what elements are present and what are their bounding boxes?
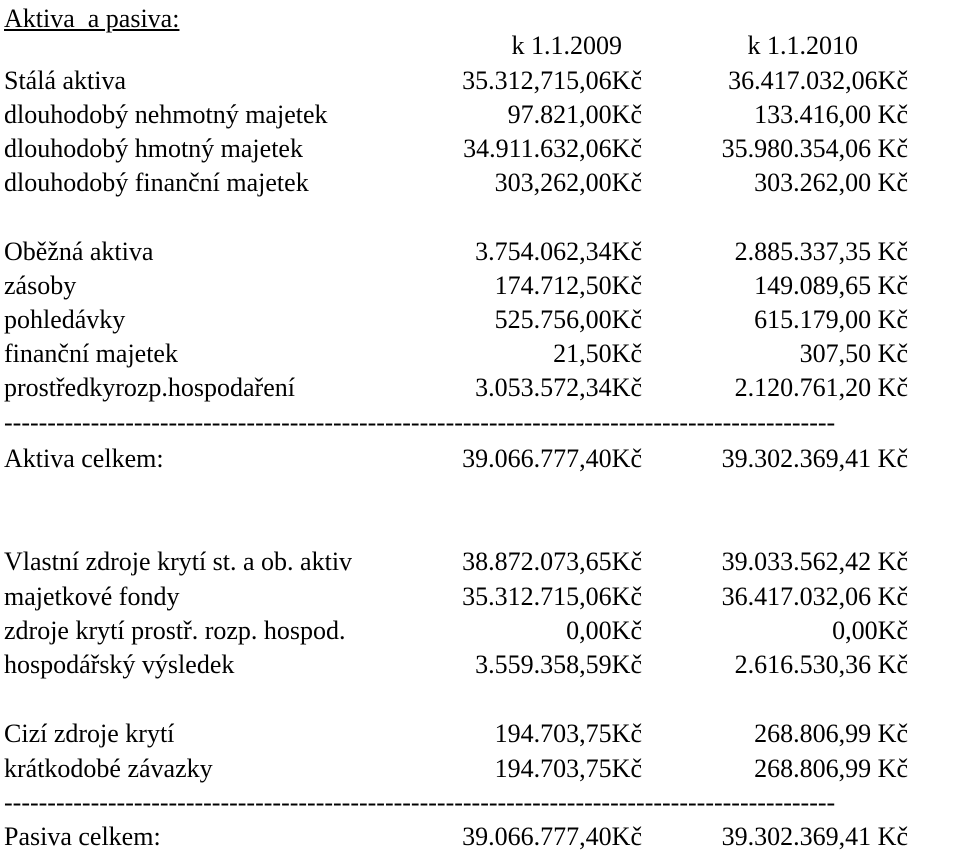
table-row <box>0 580 960 614</box>
row-value-2009: 3.053.572,34Kč <box>475 373 642 402</box>
row-label: krátkodobé závazky <box>4 754 213 783</box>
row-value-2009: 35.312.715,06Kč <box>462 582 642 611</box>
row-value-2010: 2.616.530,36 Kč <box>734 650 908 679</box>
table-row <box>0 614 960 648</box>
row-value-2010: 268.806,99 Kč <box>754 754 908 783</box>
row-value-2010: 0,00Kč <box>832 616 908 645</box>
row-label: zdroje krytí prostř. rozp. hospod. <box>4 616 346 645</box>
column-header-2009: k 1.1.2009 <box>511 31 622 60</box>
row-value-2009: 3.559.358,59Kč <box>475 650 642 679</box>
row-label: dlouhodobý nehmotný majetek <box>4 100 328 129</box>
table-row <box>0 545 960 579</box>
row-value-2010: 36.417.032,06Kč <box>728 66 908 95</box>
table-row <box>0 303 960 337</box>
table-row <box>0 269 960 303</box>
row-label: Oběžná aktiva <box>4 237 154 266</box>
row-value-2009: 3.754.062,34Kč <box>475 237 642 266</box>
row-value-2010: 303.262,00 Kč <box>754 168 908 197</box>
row-value-2009: 97.821,00Kč <box>507 100 642 129</box>
row-value-2010: 2.120.761,20 Kč <box>734 373 908 402</box>
row-value-2009: 194.703,75Kč <box>494 754 642 783</box>
row-label: Stálá aktiva <box>4 66 127 95</box>
row-value-2009: 303,262,00Kč <box>494 168 642 197</box>
row-value-2010: 149.089,65 Kč <box>754 271 908 300</box>
row-label: Aktiva celkem: <box>4 444 164 473</box>
row-value-2009: 174.712,50Kč <box>494 271 642 300</box>
row-label: Cizí zdroje krytí <box>4 719 175 748</box>
total-row-aktiva <box>0 442 960 476</box>
row-value-2010: 133.416,00 Kč <box>754 100 908 129</box>
row-label: dlouhodobý hmotný majetek <box>4 134 303 163</box>
row-value-2009: 21,50Kč <box>553 339 642 368</box>
row-value-2009: 39.066.777,40Kč <box>462 444 642 473</box>
row-label: zásoby <box>4 271 77 300</box>
row-value-2010: 39.033.562,42 Kč <box>721 547 908 576</box>
column-header-2010: k 1.1.2010 <box>747 31 858 60</box>
row-value-2010: 268.806,99 Kč <box>754 719 908 748</box>
table-row <box>0 132 960 166</box>
row-value-2009: 39.066.777,40Kč <box>462 822 642 851</box>
row-label: Pasiva celkem: <box>4 822 161 851</box>
row-value-2009: 35.312,715,06Kč <box>462 66 642 95</box>
table-row <box>0 337 960 371</box>
row-value-2009: 0,00Kč <box>566 616 642 645</box>
row-value-2009: 34.911.632,06Kč <box>463 134 642 163</box>
row-label: Vlastní zdroje krytí st. a ob. aktiv <box>4 547 353 576</box>
total-row-pasiva <box>0 820 960 854</box>
row-label: majetkové fondy <box>4 582 180 611</box>
row-value-2010: 39.302.369,41 Kč <box>721 822 908 851</box>
row-value-2010: 2.885.337,35 Kč <box>734 237 908 266</box>
row-value-2010: 615.179,00 Kč <box>754 305 908 334</box>
row-label: prostředkyrozp.hospodaření <box>4 373 295 402</box>
table-row <box>0 235 960 269</box>
row-label: pohledávky <box>4 305 126 334</box>
table-row <box>0 752 960 786</box>
column-header-row <box>0 29 960 63</box>
row-value-2010: 36.417.032,06 Kč <box>721 582 908 611</box>
row-value-2010: 39.302.369,41 Kč <box>721 444 908 473</box>
dashed-separator: ------------------------------------------------------------------------------------------------ <box>4 788 836 817</box>
row-value-2009: 194.703,75Kč <box>494 719 642 748</box>
dashed-separator: ------------------------------------------------------------------------------------------------ <box>4 408 836 437</box>
table-row <box>0 717 960 751</box>
table-row <box>0 371 960 405</box>
row-label: hospodářský výsledek <box>4 650 235 679</box>
row-value-2010: 307,50 Kč <box>799 339 908 368</box>
table-row <box>0 166 960 200</box>
table-row <box>0 648 960 682</box>
page-title: Aktiva a pasiva: <box>4 4 180 33</box>
row-label: dlouhodobý finanční majetek <box>4 168 309 197</box>
row-value-2009: 38.872.073,65Kč <box>462 547 642 576</box>
row-value-2010: 35.980.354,06 Kč <box>721 134 908 163</box>
table-row <box>0 98 960 132</box>
row-value-2009: 525.756,00Kč <box>494 305 642 334</box>
row-label: finanční majetek <box>4 339 178 368</box>
table-row <box>0 64 960 98</box>
